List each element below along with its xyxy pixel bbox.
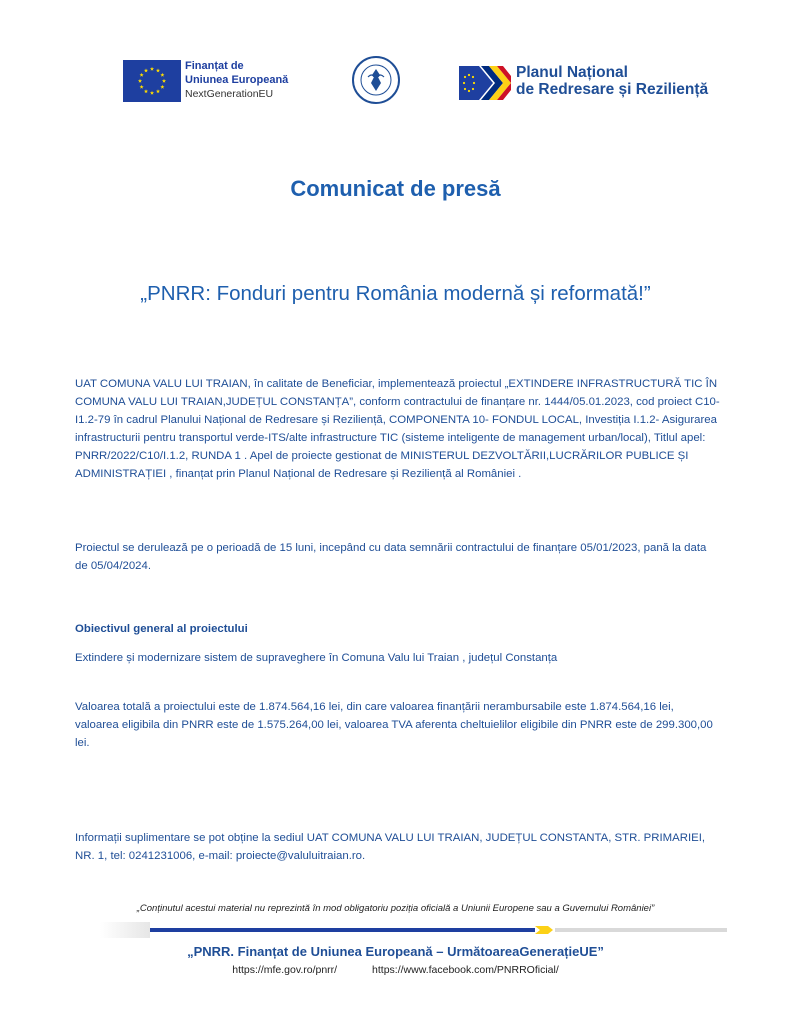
disclaimer-text: „Conținutul acestui material nu reprezintă în mod obligatoriu poziția oficială a Uniunii Europene sau a Guvernului României” [136,903,655,914]
intro-paragraph: UAT COMUNA VALU LUI TRAIAN, în calitate de Beneficiar, implementează proiectul „EXTINDERE INFRASTRUCTURĂ TIC ÎN COMUNA VALU LUI TRAIAN,JUDEȚUL CONSTANȚA”, conform contractului de finanțare nr. 1444/05.01.2023, cod proiect C10-I1.2-79 în cadrul Planului Național de Redresare și Reziliență, COMPONENTA 10- FONDUL LOCAL, Investiția I.1.2- Asigurarea infrastructurii pentru transportul verde-ITS/alte infrastructure TIC (sisteme inteligente de management urban/local), Titlul apel: PNRR/2022/C10/I.1.2, RUNDA 1 . Apel de proiecte gestionat de MINISTERUL DEZVOLTĂRII,LUCRĂRILOR PUBLICE ȘI ADMINISTRAȚIEI , finanțat prin Planul Național de Redresare și Reziliență al României . [75,378,720,480]
pnrr-logo-line1: Planul Național [516,64,628,81]
eu-star-icon [150,67,154,71]
eu-star-icon [162,79,166,83]
eu-star-icon [160,73,164,77]
pnrr-logo [459,64,709,104]
pnrr-slogan: „PNRR: Fonduri pentru România modernă și reformată!” [140,282,651,305]
eu-flag-icon [123,60,181,102]
eu-star-icon [140,73,144,77]
pnrr-logo-text [516,64,708,98]
eu-star-icon [144,68,148,72]
eu-star-icon [156,68,160,72]
government-seal-icon [351,55,401,105]
eu-logo-line2: Uniunea Europeană [185,74,289,86]
eu-star-icon [144,89,148,93]
link-mfe[interactable]: https://mfe.gov.ro/pnrr/ [232,964,338,976]
contact-info-paragraph: Informații suplimentare se pot obține la sediul UAT COMUNA VALU LUI TRAIAN, JUDEȚUL CONSTANTA, STR. PRIMARIEI, NR. 1, tel: 0241231006, e-mail: proiecte@valuluitraian.ro. [75,832,706,862]
eu-star-icon [150,91,154,95]
duration-paragraph: Proiectul se derulează pe o perioadă de 15 luni, incepând cu data semnării contractului de finanțare 05/01/2023, pană la data de 05/04/2024. [75,542,707,572]
eu-funding-logo [123,59,293,105]
eu-logo-line1: Finanțat de [185,60,244,72]
eu-star-icon [138,79,142,83]
eu-logo-line3: NextGenerationEU [185,88,274,100]
page-title: Comunicat de presă [290,176,501,201]
eu-star-icon [140,85,144,89]
eu-star-icon [156,89,160,93]
footer-color-bar [100,922,727,938]
project-value-paragraph: Valoarea totală a proiectului este de 1.874.564,16 lei, din care valoarea finanțării nerambursabile este 1.874.564,16 lei, valoarea eligibila din PNRR este de 1.575.264,00 lei, valoarea TVA aferenta cheltuielilor eligibile din PNRR este de 299.300,00 lei. [75,701,713,749]
objective-paragraph: Extindere și modernizare sistem de supraveghere în Comuna Valu lui Traian , județul Constanța [75,652,558,664]
eu-star-icon [160,85,164,89]
pnrr-logo-line2: de Redresare și Reziliență [516,81,709,98]
pnrr-mark-icon [459,66,511,100]
footer-links [0,964,791,976]
footer-slogan: „PNRR. Finanțat de Uniunea Europeană – UrmătoareaGenerațieUE” [187,944,604,959]
eu-logo-text [185,59,288,101]
objective-heading: Obiectivul general al proiectului [75,623,248,635]
link-facebook[interactable]: https://www.facebook.com/PNRROficial/ [372,964,559,976]
